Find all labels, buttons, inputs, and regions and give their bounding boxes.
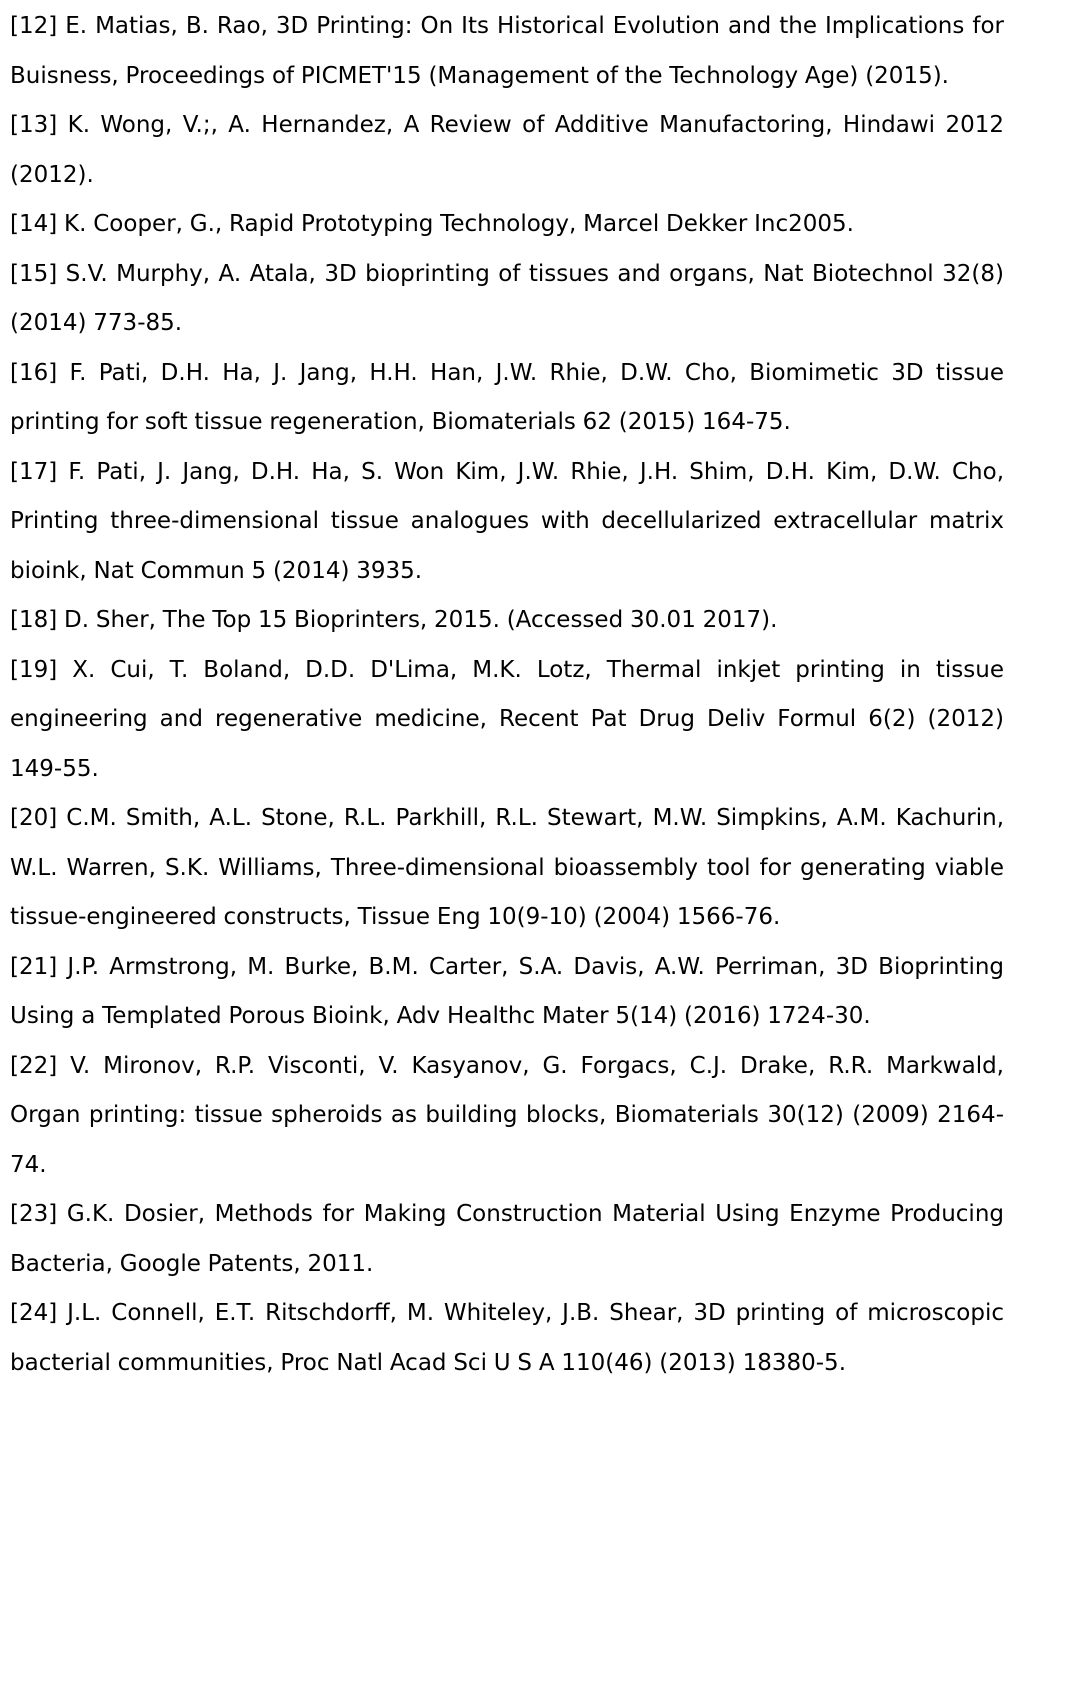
reference-label: [22]: [10, 1052, 58, 1079]
reference-text: S.V. Murphy, A. Atala, 3D bioprinting of tissues and organs, Nat Biotechnol 32(8) (2014) 773-85.: [10, 260, 1004, 336]
reference-item-23: [10, 1190, 1004, 1289]
reference-label: [12]: [10, 13, 58, 39]
reference-item-22: [10, 1042, 1004, 1191]
reference-label: [21]: [10, 953, 58, 980]
reference-text: F. Pati, D.H. Ha, J. Jang, H.H. Han, J.W. Rhie, D.W. Cho, Biomimetic 3D tissue printing for soft tissue regeneration, Biomaterials 62 (2015) 164-75.: [10, 359, 1004, 435]
reference-item-14: [10, 200, 1004, 250]
reference-item-12: [10, 2, 1004, 101]
reference-label: [16]: [10, 359, 58, 386]
reference-label: [15]: [10, 260, 58, 287]
reference-label: [23]: [10, 1201, 58, 1227]
reference-item-15: [10, 250, 1004, 349]
reference-text: F. Pati, J. Jang, D.H. Ha, S. Won Kim, J.W. Rhie, J.H. Shim, D.H. Kim, D.W. Cho, Printing three-dimensional tissue analogues with decellularized extracellular matrix bioink, Nat Commun 5 (2014) 3935.: [10, 458, 1005, 584]
reference-text: D. Sher, The Top 15 Bioprinters, 2015. (Accessed 30.01 2017).: [64, 607, 778, 633]
reference-text: J.L. Connell, E.T. Ritschdorff, M. Whiteley, J.B. Shear, 3D printing of microscopic bacterial communities, Proc Natl Acad Sci U S A 110(46) (2013) 18380-5.: [10, 1300, 1005, 1376]
reference-label: [20]: [10, 805, 58, 831]
reference-text: G.K. Dosier, Methods for Making Construction Material Using Enzyme Producing Bacteria, Google Patents, 2011.: [10, 1201, 1005, 1277]
reference-text: K. Cooper, G., Rapid Prototyping Technology, Marcel Dekker Inc2005.: [64, 211, 854, 237]
reference-item-18: [10, 596, 1004, 646]
reference-label: [13]: [10, 112, 58, 138]
reference-item-19: [10, 646, 1004, 795]
reference-item-21: [10, 943, 1004, 1042]
reference-label: [19]: [10, 656, 58, 683]
reference-item-17: [10, 448, 1004, 597]
reference-item-16: [10, 349, 1004, 448]
reference-item-13: [10, 101, 1004, 200]
reference-text: V. Mironov, R.P. Visconti, V. Kasyanov, G. Forgacs, C.J. Drake, R.R. Markwald, Organ printing: tissue spheroids as building blocks, Biomaterials 30(12) (2009) 2164-74.: [10, 1052, 1004, 1178]
reference-label: [14]: [10, 211, 58, 237]
reference-item-20: [10, 794, 1004, 943]
reference-text: C.M. Smith, A.L. Stone, R.L. Parkhill, R.L. Stewart, M.W. Simpkins, A.M. Kachurin, W.L. Warren, S.K. Williams, Three-dimensional bioassembly tool for generating viable tissue-engineered constructs, Tissue Eng 10(9-10) (2004) 1566-76.: [10, 805, 1005, 930]
reference-label: [18]: [10, 607, 58, 633]
reference-text: E. Matias, B. Rao, 3D Printing: On Its Historical Evolution and the Implications for Buisness, Proceedings of PICMET'15 (Management of the Technology Age) (2015).: [10, 13, 1004, 89]
reference-text: J.P. Armstrong, M. Burke, B.M. Carter, S.A. Davis, A.W. Perriman, 3D Bioprinting Using a Templated Porous Bioink, Adv Healthc Mater 5(14) (2016) 1724-30.: [10, 953, 1005, 1029]
reference-text: K. Wong, V.;, A. Hernandez, A Review of Additive Manufactoring, Hindawi 2012 (2012).: [10, 112, 1004, 188]
reference-label: [17]: [10, 458, 58, 485]
reference-item-24: [10, 1289, 1004, 1388]
reference-label: [24]: [10, 1300, 58, 1326]
reference-text: X. Cui, T. Boland, D.D. D'Lima, M.K. Lotz, Thermal inkjet printing in tissue engineering and regenerative medicine, Recent Pat Drug Deliv Formul 6(2) (2012) 149-55.: [10, 656, 1004, 782]
